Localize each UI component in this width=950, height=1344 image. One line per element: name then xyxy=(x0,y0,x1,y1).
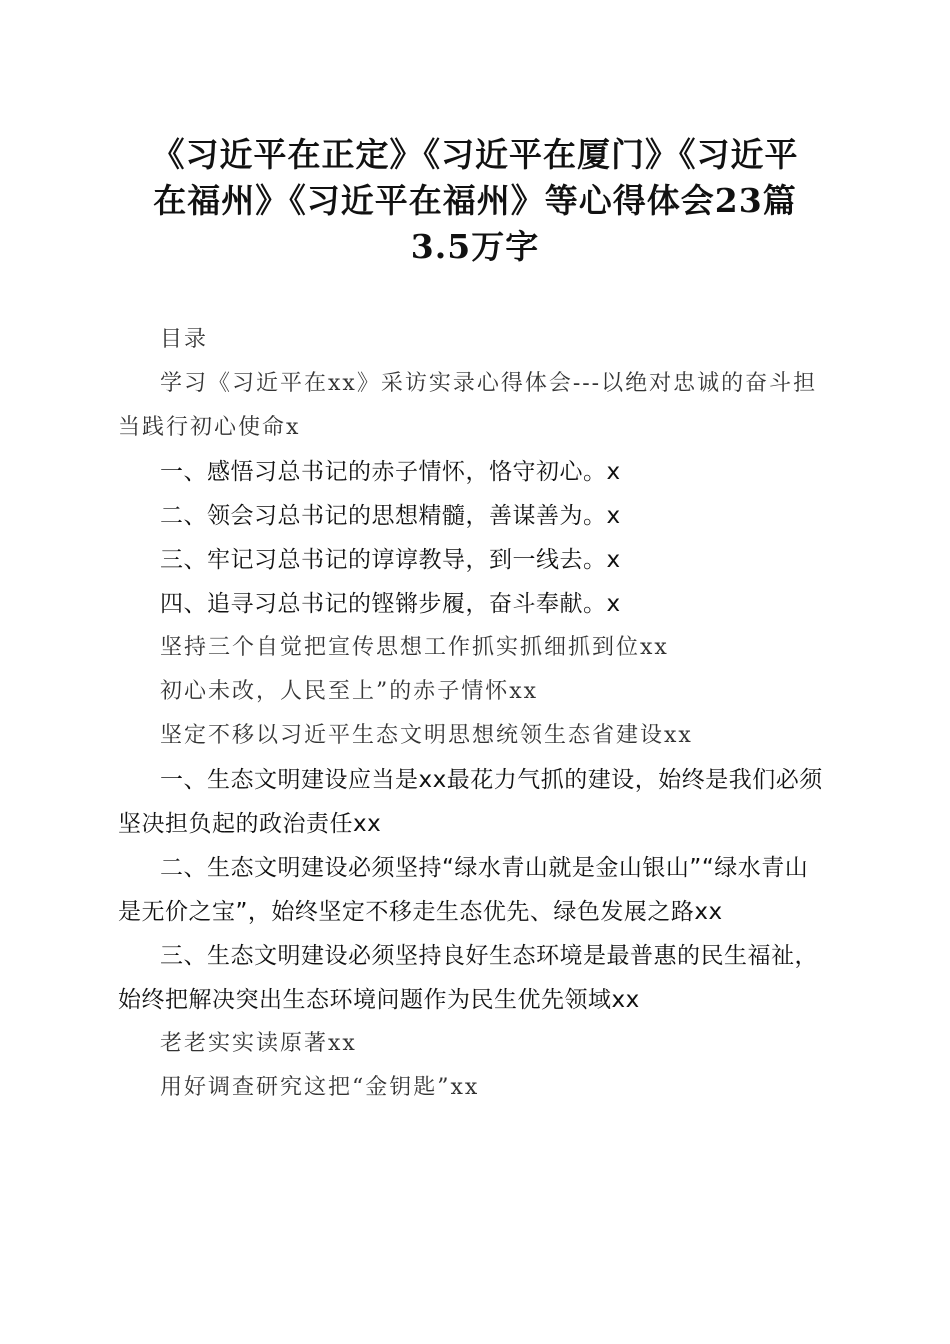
title-line-2: 在福州》《习近平在福州》等心得体会23篇 xyxy=(153,181,797,220)
toc-item: 用好调查研究这把“金钥匙”xx xyxy=(160,1075,480,1100)
toc-item: 学习《习近平在xx》采访实录心得体会---以绝对忠诚的奋斗担当践行初心使命x xyxy=(118,371,818,440)
document-title xyxy=(110,132,840,270)
toc-item: 三、牢记习总书记的谆谆教导，到一线去。x xyxy=(160,547,621,573)
toc-item: 一、感悟习总书记的赤子情怀，恪守初心。x xyxy=(160,459,621,485)
table-of-contents xyxy=(118,318,830,1110)
toc-item: 二、领会习总书记的思想精髓，善谋善为。x xyxy=(160,503,621,529)
toc-item: 四、追寻习总书记的铿锵步履，奋斗奉献。x xyxy=(160,591,621,617)
toc-item: 坚持三个自觉把宣传思想工作抓实抓细抓到位xx xyxy=(160,635,669,660)
toc-item: 二、生态文明建设必须坚持“绿水青山就是金山银山”“绿水青山是无价之宝”，始终坚定不移走生态优先、绿色发展之路xx xyxy=(118,855,809,925)
title-line-1: 《习近平在正定》《习近平在厦门》《习近平 xyxy=(151,135,799,174)
toc-item: 一、生态文明建设应当是xx最花力气抓的建设，始终是我们必须坚决担负起的政治责任xx xyxy=(118,767,823,837)
toc-item: 三、生态文明建设必须坚持良好生态环境是最普惠的民生福祉，始终把解决突出生态环境问题作为民生优先领域xx xyxy=(118,943,818,1013)
toc-item: 老老实实读原著xx xyxy=(160,1031,357,1056)
toc-heading: 目录 xyxy=(160,327,209,352)
toc-item: 初心未改，人民至上”的赤子情怀xx xyxy=(160,679,539,704)
toc-item: 坚定不移以习近平生态文明思想统领生态省建设xx xyxy=(160,723,693,748)
title-line-3: 3.5万字 xyxy=(410,227,540,266)
